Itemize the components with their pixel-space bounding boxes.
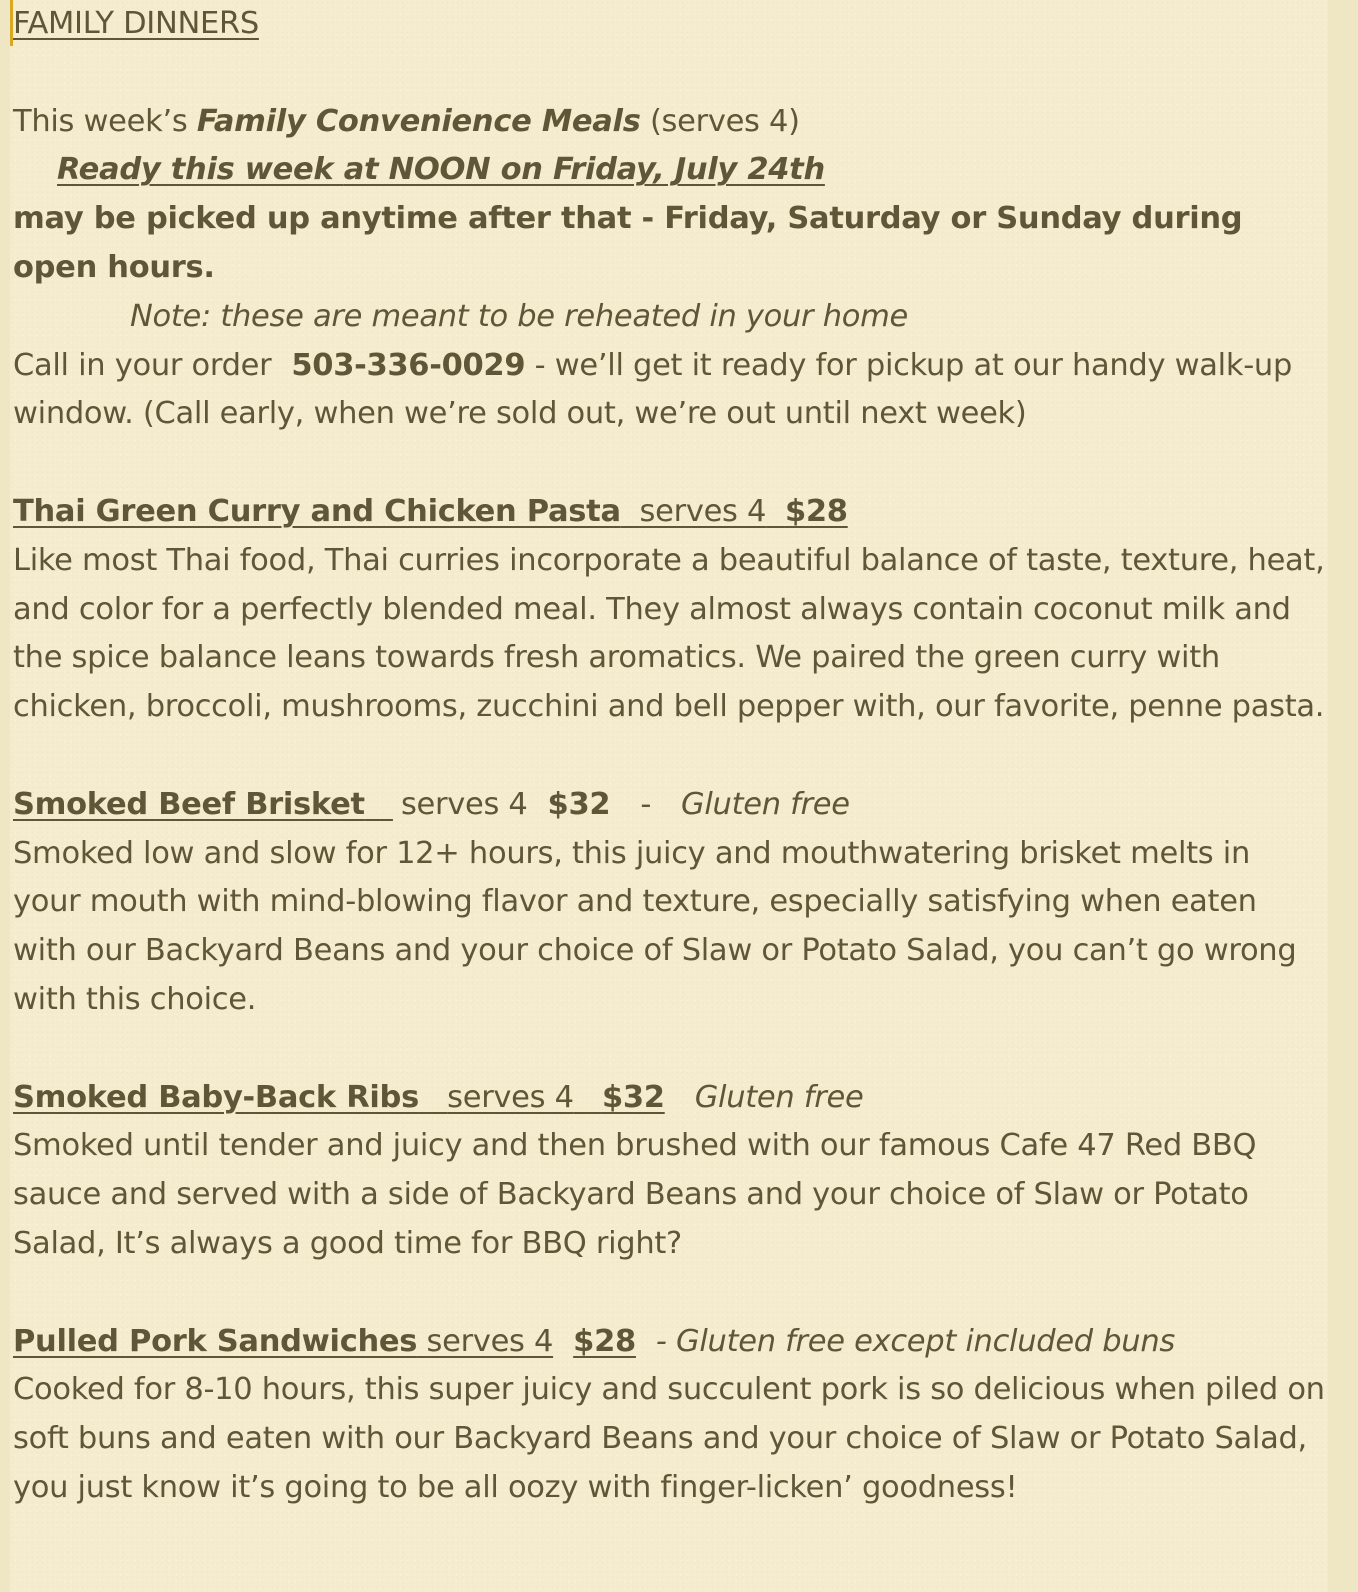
menu-item-tag: Gluten free bbox=[681, 786, 850, 822]
ready-line bbox=[13, 146, 1325, 195]
intro-prefix: This week’s bbox=[13, 103, 197, 139]
menu-item-name: Pulled Pork Sandwiches bbox=[13, 1323, 418, 1359]
menu-item-tag: Gluten free except included buns bbox=[676, 1323, 1175, 1359]
page-title bbox=[13, 0, 1325, 49]
ready-rest: at NOON on Friday, July 24th bbox=[343, 152, 825, 188]
intro-line bbox=[13, 98, 1325, 147]
spacer bbox=[13, 49, 1325, 98]
pickup-text: may be picked up anytime after that - Friday, Saturday or Sunday during open hours. bbox=[13, 201, 1243, 285]
menu-item-price: $32 bbox=[547, 786, 611, 822]
call-prefix: Call in your order bbox=[13, 347, 272, 383]
ready-underlined: Ready this week bbox=[57, 152, 344, 188]
intro-suffix: (serves 4) bbox=[640, 103, 800, 139]
menu-item-description: Smoked low and slow for 12+ hours, this juicy and mouthwatering brisket melts in your mouth with mind-blowing flavor and texture, especially satisfying when eaten with our Backyard Beans and your choice of Slaw or Potato Salad, you can’t go wrong with this choice. bbox=[13, 835, 1297, 1017]
menu-item-description: Cooked for 8-10 hours, this super juicy and succulent pork is so delicious when piled on soft buns and eaten with our Backyard Beans and your choice of Slaw or Potato Salad, you just know it’s going to be all oozy with finger-licken’ goodness! bbox=[13, 1372, 1325, 1505]
menu-item-heading bbox=[13, 488, 1325, 537]
menu-item-serves: serves 4 bbox=[639, 493, 767, 529]
call-text bbox=[13, 342, 1325, 440]
menu-item-price: $28 bbox=[784, 493, 848, 529]
call-suffix: - we’ll get it ready for pickup at our handy walk-up window. (Call early, when we’re sold out, we’re out until next week) bbox=[13, 347, 1293, 432]
menu-item-heading: Smoked Beef Brisket serves 4 $32 - Gluten free bbox=[13, 786, 850, 822]
menu-item-name: Smoked Baby-Back Ribs bbox=[13, 1079, 419, 1115]
spacer bbox=[13, 1025, 1325, 1074]
menu-item-description: Like most Thai food, Thai curries incorporate a beautiful balance of taste, texture, heat, and color for a perfectly blended meal. They almost always contain coconut milk and the spice balance leans towards fresh aromatics. We paired the green curry with chicken, broccoli, mushrooms, zucchini and bell pepper with, our favorite, penne pasta. bbox=[13, 542, 1325, 725]
menu-item-description: Smoked until tender and juicy and then brushed with our famous Cafe 47 Red BBQ sauce and served with a side of Backyard Beans and your choice of Slaw or Potato Salad, It’s always a good time for BBQ right? bbox=[13, 1128, 1257, 1261]
menu-item-name: Smoked Beef Brisket bbox=[13, 786, 365, 822]
spacer bbox=[13, 439, 1325, 488]
menu-item-serves: serves 4 bbox=[400, 786, 528, 822]
spacer bbox=[13, 1269, 1325, 1318]
menu-item-heading: Pulled Pork Sandwiches serves 4 $28 - Gluten free except included buns bbox=[13, 1323, 1175, 1359]
note-text: Note: these are meant to be reheated in your home bbox=[130, 298, 908, 334]
menu-item-serves: serves 4 bbox=[447, 1079, 574, 1115]
menu-item-name: Thai Green Curry and Chicken Pasta bbox=[13, 493, 621, 529]
menu-item-heading bbox=[13, 1074, 1325, 1123]
title-text: FAMILY DINNERS bbox=[13, 6, 259, 41]
menu-item-tag: Gluten free bbox=[694, 1079, 864, 1115]
menu-item-serves: serves 4 bbox=[426, 1323, 554, 1359]
menu-item-price: $32 bbox=[601, 1079, 665, 1115]
intro-emphasis: Family Convenience Meals bbox=[196, 103, 641, 139]
document-body[interactable] bbox=[13, 0, 1325, 1513]
spacer bbox=[13, 732, 1325, 781]
menu-item-price: $28 bbox=[573, 1323, 636, 1359]
phone-number: 503-336-0029 bbox=[291, 347, 526, 383]
